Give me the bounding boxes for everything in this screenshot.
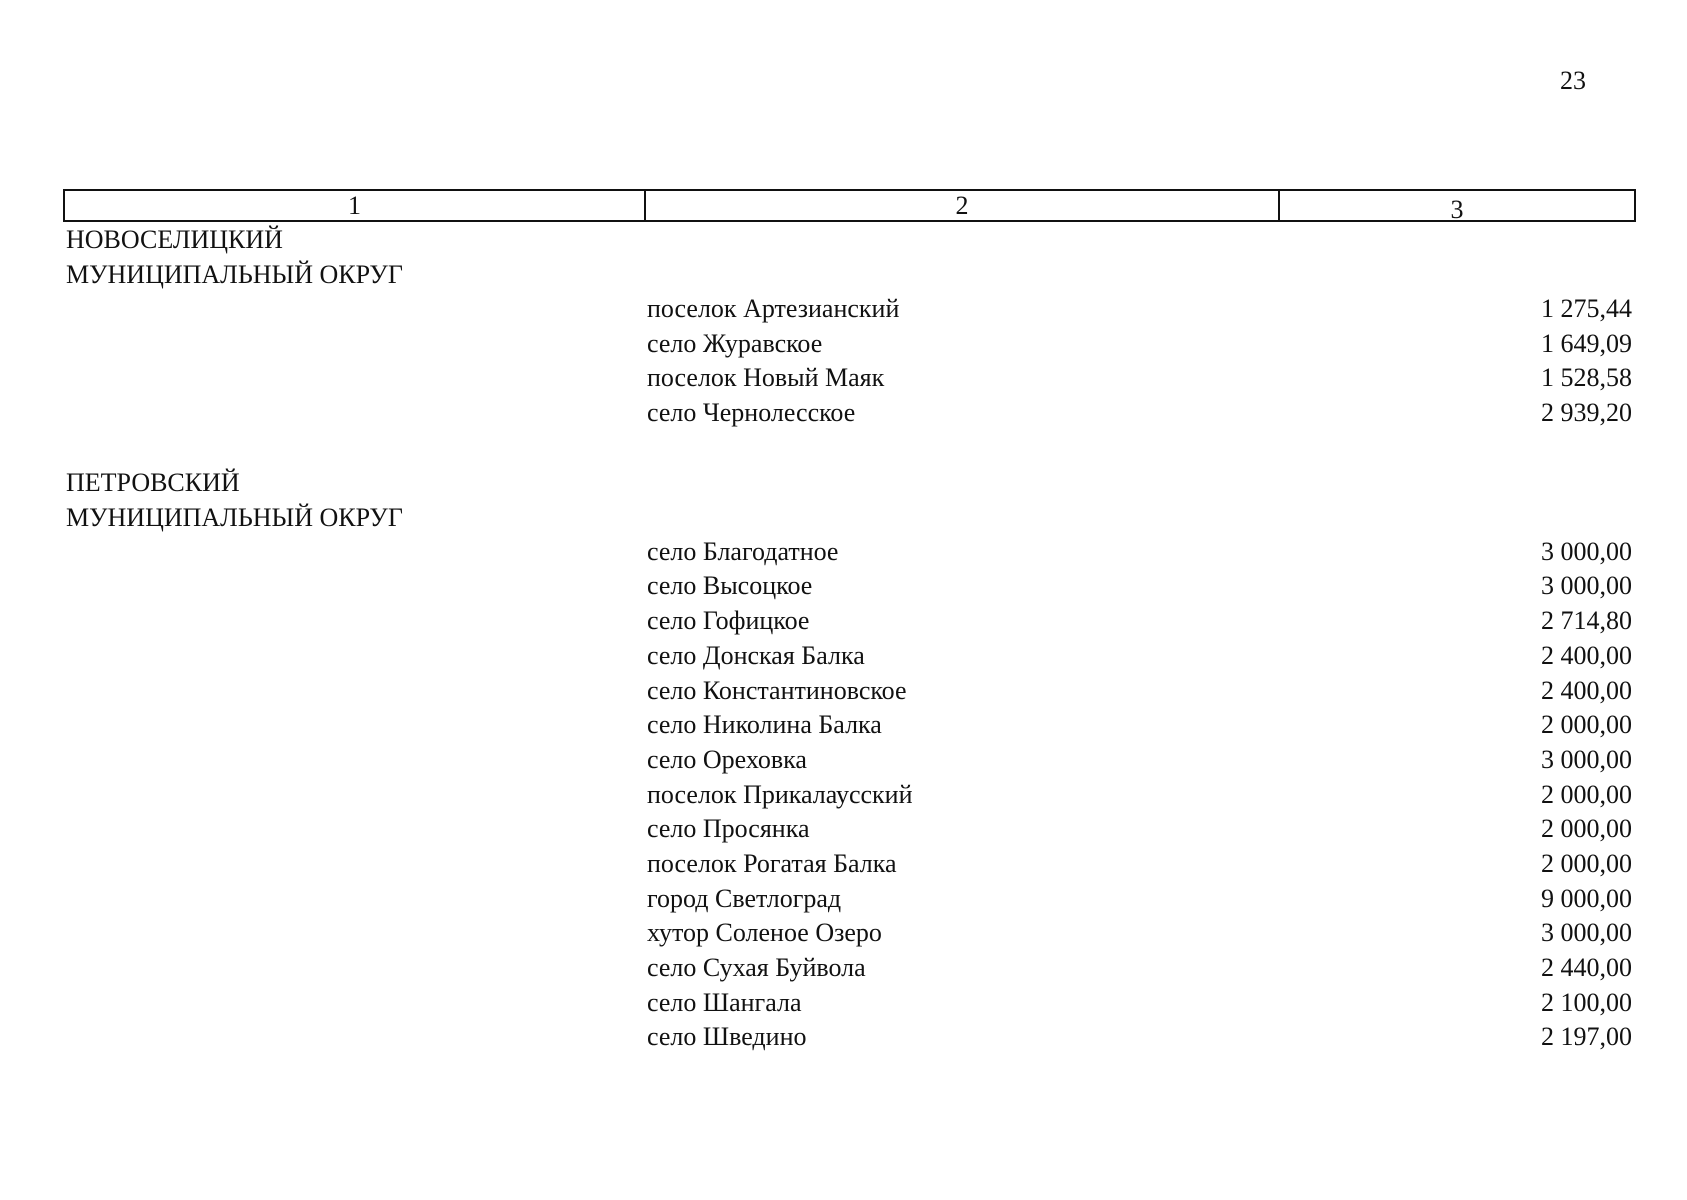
table-row	[66, 986, 1632, 1021]
settlement-name: село Шведино	[647, 1022, 807, 1052]
settlement-name: село Высоцкое	[647, 571, 813, 601]
column-number-3: 3	[1450, 195, 1464, 224]
settlement-value: 1 275,44	[1541, 294, 1632, 323]
table-row	[66, 569, 1632, 604]
settlement-name: село Гофицкое	[647, 606, 810, 636]
district-title-line: ПЕТРОВСКИЙ	[66, 467, 240, 497]
settlement-name: село Шангала	[647, 987, 802, 1017]
settlement-name: город Светлоград	[647, 883, 842, 913]
district-title-line: МУНИЦИПАЛЬНЫЙ ОКРУГ	[66, 502, 403, 532]
district-group	[66, 465, 1632, 1055]
group-spacer	[66, 431, 1632, 465]
settlement-value: 3 000,00	[1541, 744, 1632, 774]
settlement-value: 2 100,00	[1541, 987, 1632, 1017]
settlement-value: 2 000,00	[1541, 710, 1632, 740]
table-row	[66, 674, 1632, 709]
district-group	[66, 222, 1632, 431]
table-row	[66, 604, 1632, 639]
settlement-value: 1 528,58	[1541, 363, 1632, 393]
table-row	[66, 639, 1632, 674]
settlement-value: 3 000,00	[1541, 536, 1632, 566]
district-title-line: НОВОСЕЛИЦКИЙ	[66, 225, 283, 254]
settlement-name: поселок Рогатая Балка	[647, 848, 897, 878]
settlement-name: село Сухая Буйвола	[647, 953, 866, 982]
table-row	[66, 1020, 1632, 1055]
page-number: 23	[1560, 66, 1586, 95]
settlement-value: 9 000,00	[1541, 883, 1632, 913]
settlement-value: 2 000,00	[1541, 848, 1632, 878]
settlement-value: 2 000,00	[1541, 779, 1632, 809]
settlement-name: хутор Соленое Озеро	[647, 918, 882, 948]
settlement-name: село Благодатное	[647, 536, 839, 566]
table-row	[66, 743, 1632, 778]
column-number-1: 1	[65, 191, 646, 220]
settlement-value: 2 714,80	[1541, 606, 1632, 636]
settlement-name: село Чернолесское	[647, 398, 856, 428]
table-row	[66, 847, 1632, 882]
table-row	[66, 292, 1632, 327]
table-row	[66, 778, 1632, 813]
table-column-header	[63, 189, 1636, 222]
table-row	[66, 535, 1632, 570]
settlement-value: 2 440,00	[1541, 953, 1632, 982]
district-title-line: МУНИЦИПАЛЬНЫЙ ОКРУГ	[66, 260, 403, 289]
table-row	[66, 327, 1632, 362]
settlement-name: село Ореховка	[647, 744, 807, 774]
table-row	[66, 916, 1632, 951]
table-row	[66, 951, 1632, 986]
settlement-value: 3 000,00	[1541, 571, 1632, 601]
settlement-name: поселок Прикалаусский	[647, 779, 913, 809]
table-row	[66, 708, 1632, 743]
district-title	[66, 465, 1632, 535]
settlement-value: 2 939,20	[1541, 398, 1632, 428]
table-row	[66, 812, 1632, 847]
settlement-value: 2 400,00	[1541, 640, 1632, 670]
district-title	[66, 222, 1632, 292]
column-number-2: 2	[646, 191, 1280, 220]
settlement-name: поселок Артезианский	[647, 294, 900, 323]
settlement-value: 2 400,00	[1541, 675, 1632, 705]
settlement-value: 3 000,00	[1541, 918, 1632, 948]
settlement-name: поселок Новый Маяк	[647, 363, 885, 393]
settlement-name: село Николина Балка	[647, 710, 882, 740]
table-row	[66, 882, 1632, 917]
table-row	[66, 361, 1632, 396]
settlement-value: 1 649,09	[1541, 328, 1632, 358]
table-body	[66, 222, 1632, 1055]
settlement-name: село Журавское	[647, 328, 823, 358]
settlement-name: село Константиновское	[647, 675, 907, 705]
settlement-value: 2 197,00	[1541, 1022, 1632, 1052]
settlement-value: 2 000,00	[1541, 814, 1632, 844]
settlement-name: село Донская Балка	[647, 640, 865, 670]
settlement-name: село Просянка	[647, 814, 810, 844]
table-row	[66, 396, 1632, 431]
